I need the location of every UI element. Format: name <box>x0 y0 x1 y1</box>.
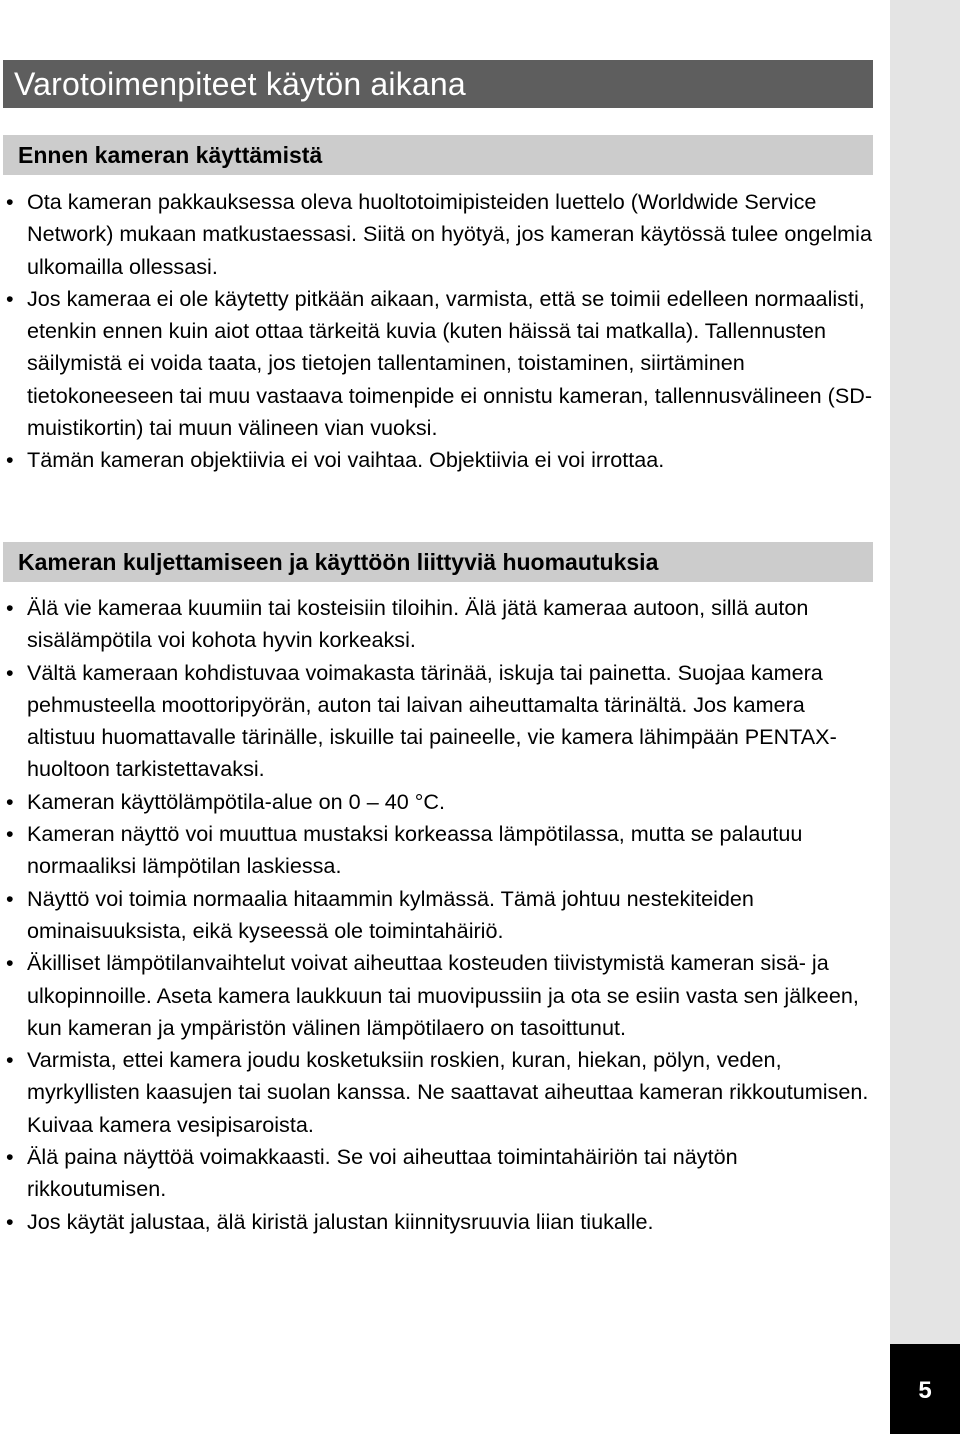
section-heading-bar-handling <box>3 542 873 582</box>
page-title-bar <box>3 60 873 108</box>
bullet-list-before-use <box>3 186 873 477</box>
page-number: 5 <box>890 1344 960 1434</box>
list-item: • Äkilliset lämpötilanvaihtelut voivat aiheuttaa kosteuden tiivistymistä kameran sisä- ja ulkopinnoille. Aseta kamera laukkuun tai muovipussiin ja ota se esiin vasta sen jälkeen, kun kameran ja ympäristön välinen lämpötilaero on tasoittunut. <box>3 947 873 1044</box>
list-item: • Tämän kameran objektiivia ei voi vaihtaa. Objektiivia ei voi irrottaa. <box>3 444 873 476</box>
list-item: • Ota kameran pakkauksessa oleva huoltotoimipisteiden luettelo (Worldwide Service Network) mukaan matkustaessasi. Siitä on hyötyä, jos kameran käytössä tulee ongelmia ulkomailla ollessasi. <box>3 186 873 283</box>
side-margin-strip <box>890 0 960 1434</box>
list-item: • Jos kameraa ei ole käytetty pitkään aikaan, varmista, että se toimii edelleen normaalisti, etenkin ennen kuin aiot ottaa tärkeitä kuvia (kuten häissä tai matkalla). Tallennusten säilymistä ei voida taata, jos tietojen tallentaminen, toistaminen, siirtäminen tietokoneeseen tai muu vastaava toimenpide ei onnistu kameran, tallennusvälineen (SD-muistikortin) tai muun välineen vian vuoksi. <box>3 283 873 444</box>
page-title: Varotoimenpiteet käytön aikana <box>14 65 466 102</box>
list-item: • Vältä kameraan kohdistuvaa voimakasta tärinää, iskuja tai painetta. Suojaa kamera pehmusteella moottoripyörän, auton tai laivan aiheuttamalta tärinältä. Jos kamera altistuu huomattavalle tärinälle, iskuille tai paineelle, vie kamera lähimpään PENTAX-huoltoon tarkistettavaksi. <box>3 657 873 786</box>
list-item: • Varmista, ettei kamera joudu kosketuksiin roskien, kuran, hiekan, pölyn, veden, myrkyllisten kaasujen tai suolan kanssa. Ne saattavat aiheuttaa kameran rikkoutumisen. Kuivaa kamera vesipisaroista. <box>3 1044 873 1141</box>
list-item: • Älä vie kameraa kuumiin tai kosteisiin tiloihin. Älä jätä kameraa autoon, sillä auton sisälämpötila voi kohota hyvin korkeaksi. <box>3 592 873 657</box>
list-item: • Näyttö voi toimia normaalia hitaammin kylmässä. Tämä johtuu nestekiteiden ominaisuuksista, eikä kyseessä ole toimintahäiriö. <box>3 883 873 948</box>
section-heading: Ennen kameran käyttämistä <box>18 141 323 168</box>
list-item: • Kameran näyttö voi muuttua mustaksi korkeassa lämpötilassa, mutta se palautuu normaaliksi lämpötilan laskiessa. <box>3 818 873 883</box>
section-heading: Kameran kuljettamiseen ja käyttöön liittyviä huomautuksia <box>18 548 659 575</box>
list-item: • Älä paina näyttöä voimakkaasti. Se voi aiheuttaa toimintahäiriön tai näytön rikkoutumisen. <box>3 1141 873 1206</box>
list-item: • Kameran käyttölämpötila-alue on 0 – 40 °C. <box>3 786 873 818</box>
bullet-list-handling <box>3 592 873 1238</box>
list-item: • Jos käytät jalustaa, älä kiristä jalustan kiinnitysruuvia liian tiukalle. <box>3 1206 873 1238</box>
section-heading-bar-before-use <box>3 135 873 175</box>
